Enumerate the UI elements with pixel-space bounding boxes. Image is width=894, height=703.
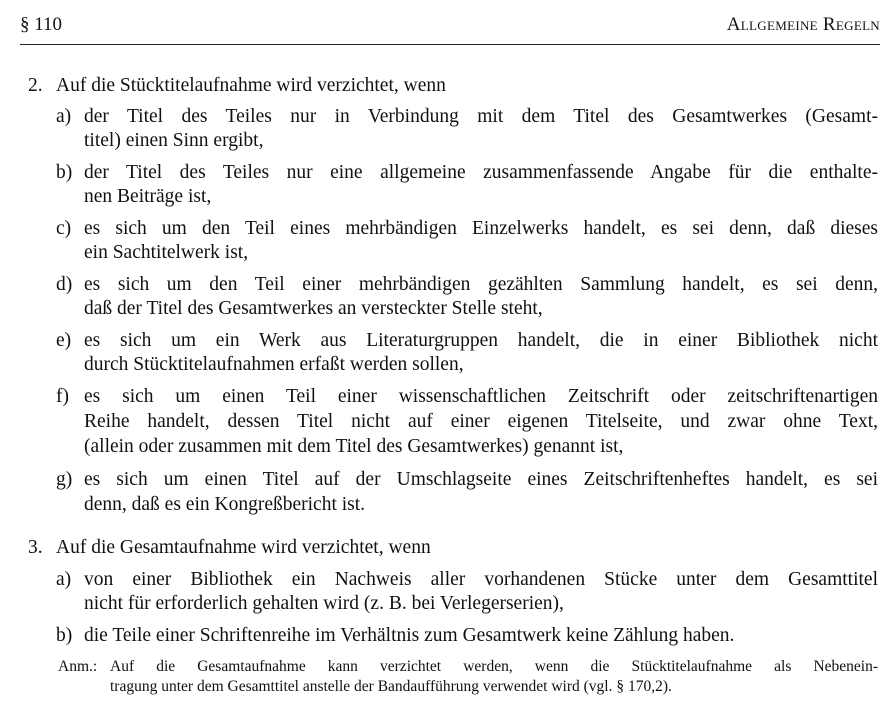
rule-3-a-line-1: von einer Bibliothek ein Nachweis aller vorhandenen Stücke unter dem Gesamttitel (84, 569, 878, 590)
rule-3-intro: Auf die Gesamtaufnahme wird verzichtet, wenn (56, 537, 431, 558)
rule-2-e-line-1: es sich um ein Werk aus Literaturgruppen handelt, die in einer Bibliothek nicht (84, 330, 878, 351)
rule-3-a-label: a) (56, 569, 72, 590)
rule-2-a-line-2: titel) einen Sinn ergibt, (84, 130, 264, 151)
header-rule (20, 44, 880, 45)
rule-2-intro: Auf die Stücktitelaufnahme wird verzichtet, wenn (56, 75, 446, 96)
rule-2-b-line-2: nen Beiträge ist, (84, 186, 212, 207)
rule-2-g-line-2: denn, daß es ein Kongreßbericht ist. (84, 494, 366, 515)
section-number: § 110 (20, 14, 63, 35)
rule-2-d-line-2: daß der Titel des Gesamtwerkes an versteckter Stelle steht, (84, 298, 543, 319)
rule-2-g-line-1: es sich um einen Titel auf der Umschlagseite eines Zeitschriftenheftes handelt, es sei (84, 469, 878, 490)
rule-2-g-label: g) (56, 469, 73, 490)
rule-2-number: 2. (28, 75, 43, 96)
rule-2-b-label: b) (56, 162, 73, 183)
rule-3-a-line-2: nicht für erforderlich gehalten wird (z. B. bei Verlegerserien), (84, 593, 564, 614)
rule-3-b-line-1: die Teile einer Schriftenreihe im Verhältnis zum Gesamtwerk keine Zählung haben. (84, 625, 735, 646)
rule-2-e-line-2: durch Stücktitelaufnahmen erfaßt werden sollen, (84, 354, 464, 375)
rule-2-f-line-2: Reihe handelt, dessen Titel nicht auf einer eigenen Titelseite, und zwar ohne Text, (84, 411, 878, 432)
rule-2-f-label: f) (56, 386, 69, 407)
note-line-1: Auf die Gesamtaufnahme kann verzichtet werden, wenn die Stücktitelaufnahme als Nebenein- (110, 658, 878, 675)
rule-2-e-label: e) (56, 330, 72, 351)
rule-2-c-label: c) (56, 218, 72, 239)
rule-2-d-line-1: es sich um den Teil einer mehrbändigen gezählten Sammlung handelt, es sei denn, (84, 274, 878, 295)
rule-2-b-line-1: der Titel des Teiles nur eine allgemeine zusammenfassende Angabe für die enthalte- (84, 162, 878, 183)
rule-3-number: 3. (28, 537, 43, 558)
rule-3-b-label: b) (56, 625, 73, 646)
rule-2-c-line-2: ein Sachtitelwerk ist, (84, 242, 249, 263)
note-line-2: tragung unter dem Gesamttitel anstelle der Bandaufführung verwendet wird (vgl. § 170,2). (110, 678, 672, 695)
rule-2-a-label: a) (56, 106, 72, 127)
rule-2-d-label: d) (56, 274, 73, 295)
running-title: Allgemeine Regeln (726, 14, 880, 35)
rule-2-f-line-3: (allein oder zusammen mit dem Titel des Gesamtwerkes) genannt ist, (84, 436, 624, 457)
rule-2-f-line-1: es sich um einen Teil einer wissenschaftlichen Zeitschrift oder zeitschriftenartigen (84, 386, 878, 407)
rule-2-c-line-1: es sich um den Teil eines mehrbändigen Einzelwerks handelt, es sei denn, daß dieses (84, 218, 878, 239)
rule-2-a-line-1: der Titel des Teiles nur in Verbindung mit dem Titel des Gesamtwerkes (Gesamt- (84, 106, 878, 127)
note-label: Anm.: (58, 658, 98, 675)
